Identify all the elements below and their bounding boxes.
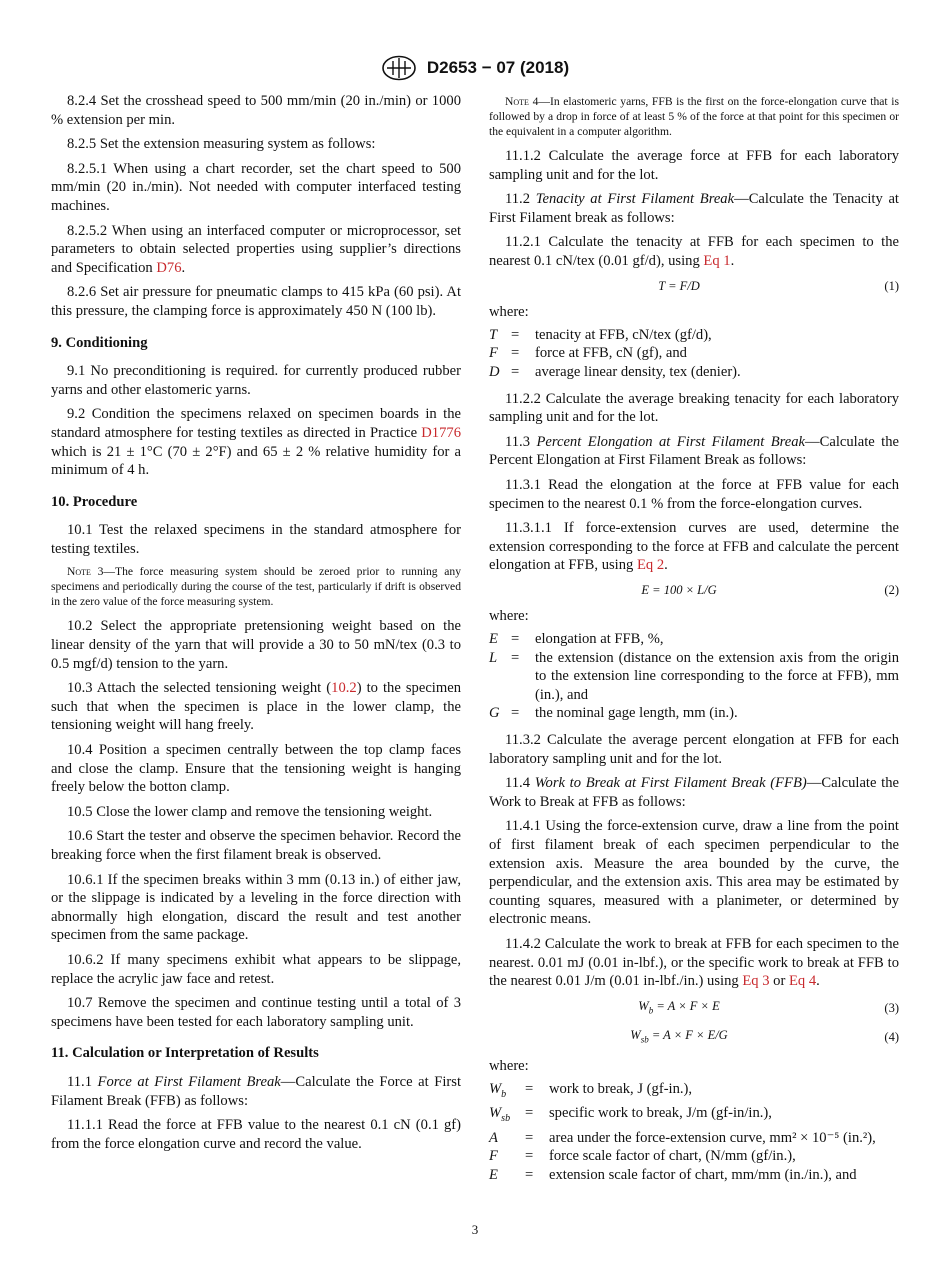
para-10-6-2: 10.6.2 If many specimens exhibit what appears to be slippage, replace the acrylic jaw face and retest.	[51, 951, 461, 987]
definition-row: $W_{sb}$ = specific work to break, J/m (gf-in/in.),	[489, 1105, 772, 1124]
para-11-3-2: 11.3.2 Calculate the average percent elongation at FFB for each laboratory sampling unit and for the lot.	[489, 732, 899, 767]
definition-row: F = force at FFB, cN (gf), and	[489, 345, 687, 362]
definition-row: G = the nominal gage length, mm (in.).	[489, 705, 738, 722]
para-8-2-5-1: 8.2.5.1 When using a chart recorder, set the chart speed to 500 mm/min (20 in./min). Not needed with computer interfaced testing machines.	[51, 160, 461, 214]
para-10-6: 10.6 Start the tester and observe the specimen behavior. Record the breaking force when the first filament break is observed.	[51, 828, 461, 863]
link-eq-2[interactable]: Eq 2	[636, 557, 665, 574]
page-number: 3	[471, 1222, 479, 1237]
para-11-1: 11.1 Force at First Filament Break—Calculate the Force at First Filament Break (FFB) as follows:	[51, 1073, 461, 1109]
equation-2: E = 100 × L/G (2)	[641, 582, 899, 597]
definitions-2	[489, 630, 899, 723]
para-10-5: 10.5 Close the lower clamp and remove the tensioning weight.	[67, 803, 433, 820]
para-10-4: 10.4 Position a specimen centrally between the top clamp faces and close the clamp. Ensure that the tensioning weight is hanging freely below the botton clamp.	[51, 742, 461, 796]
para-11-4-2: 11.4.2 Calculate the work to break at FFB for each specimen to the nearest. 0.01 mJ (0.01 in-lbf.), or the specific work to break at FFB to the nearest 0.01 J/m (0.01 in-lbf./in.) using Eq 3 or Eq 4.	[489, 935, 899, 990]
equation-3: $W_b = A \times F \times E$ (3)	[638, 998, 899, 1016]
para-8-2-5-2: 8.2.5.2 When using an interfaced computer or microprocessor, set parameters to obtain selected properties using supplier’s directions and Specification D76.	[51, 222, 461, 276]
note-4: Note 4—In elastomeric yarns, FFB is the first on the force-elongation curve that is followed by a drop in force of at least 5 % of the force at that point for this specimen or the equivalent in a computer algorithm.	[489, 95, 899, 138]
link-d76[interactable]: D76	[156, 259, 182, 276]
heading-calculation: 11. Calculation or Interpretation of Results	[51, 1045, 319, 1062]
para-9-2: 9.2 Condition the specimens relaxed on specimen boards in the standard atmosphere for testing textiles as directed in Practice D1776 which is 21 ± 1°C (70 ± 2°F) and 65 ± 2 % relative humidity for a minimum of 4 h.	[51, 406, 461, 479]
para-11-2: 11.2 Tenacity at First Filament Break—Calculate the Tenacity at First Filament break as follows:	[489, 191, 899, 226]
para-11-2-1: 11.2.1 Calculate the tenacity at FFB for each specimen to the nearest 0.1 cN/tex (0.01 gf/d), using Eq 1.	[489, 234, 899, 269]
para-11-3-1: 11.3.1 Read the elongation at the force at FFB value for each specimen to the nearest 0.1 % from the force-elongation curves.	[489, 476, 899, 512]
definition-row: E = extension scale factor of chart, mm/mm (in./in.), and	[489, 1166, 857, 1183]
para-8-2-5: 8.2.5 Set the extension measuring system as follows:	[67, 136, 376, 153]
left-column	[51, 92, 461, 1159]
definition-row: A = area under the force-extension curve, mm² × 10⁻⁵ (in.²),	[489, 1129, 876, 1146]
definition-row: T = tenacity at FFB, cN/tex (gf/d),	[489, 326, 712, 343]
heading-procedure: 10. Procedure	[51, 493, 138, 510]
para-11-1-1: 11.1.1 Read the force at FFB value to the nearest 0.1 cN (0.1 gf) from the force elongation curve and record the value.	[51, 1117, 461, 1152]
link-10-2[interactable]: 10.2	[331, 680, 357, 697]
para-11-2-2: 11.2.2 Calculate the average breaking tenacity for each laboratory sampling unit and for the lot.	[489, 390, 899, 426]
heading-conditioning: 9. Conditioning	[51, 334, 148, 351]
para-10-7: 10.7 Remove the specimen and continue testing until a total of 3 specimens have been tested for each laboratory sampling unit.	[51, 995, 461, 1030]
where-label: where:	[489, 608, 529, 625]
para-10-3: 10.3 Attach the selected tensioning weight (10.2) to the specimen such that when the specimen is place in the lower clamp, the tensioning weight will hang freely.	[51, 680, 461, 734]
para-10-6-1: 10.6.1 If the specimen breaks within 3 mm (0.13 in.) of either jaw, or the slippage is indicated by a leveling in the force direction with abnormally high elongation, discard the result and test another specimen from the same package.	[51, 871, 461, 944]
equation-1: T = F/D (1)	[658, 278, 899, 293]
para-11-4: 11.4 Work to Break at First Filament Break (FFB)—Calculate the Work to Break at FFB as follows:	[489, 775, 899, 810]
equation-4: $W_{sb} = A \times F \times E/G$ (4)	[630, 1027, 899, 1045]
right-column	[489, 92, 899, 1184]
para-10-1: 10.1 Test the relaxed specimens in the standard atmosphere for testing textiles.	[51, 522, 461, 557]
para-10-2: 10.2 Select the appropriate pretensioning weight based on the linear density of the yarn that will provide a 30 to 50 mN/tex (0.3 to 0.5 mgf/d) tension to the yarn.	[51, 618, 461, 672]
definition-row: $W_b$ = work to break, J (gf-in.),	[489, 1080, 693, 1100]
note-3: Note 3—The force measuring system should be zeroed prior to running any specimens and periodically during the course of the test, particularly if drift is observed in the zero value of the force measuring system.	[51, 565, 461, 609]
document-code: D2653 − 07 (2018)	[426, 58, 570, 77]
link-eq-1[interactable]: Eq 1	[703, 252, 731, 269]
definition-row: F = force scale factor of chart, (N/mm (gf/in.),	[489, 1148, 796, 1165]
definition-row: E = elongation at FFB, %,	[489, 631, 664, 648]
where-label: where:	[489, 1057, 529, 1074]
definitions-1	[489, 326, 899, 382]
definitions-3	[489, 1080, 899, 1185]
para-11-4-1: 11.4.1 Using the force-extension curve, draw a line from the point of first filament break of each specimen perpendicular to the extension axis. Measure the area bounded by the curve, the perpendicular, and the extension axis. This area may be estimated by counting squares, measured with a planimeter, or determined by electronic means.	[489, 818, 899, 928]
para-11-1-2: 11.1.2 Calculate the average force at FFB for each laboratory sampling unit and for the lot.	[489, 148, 899, 183]
para-11-3: 11.3 Percent Elongation at First Filament Break—Calculate the Percent Elongation at First Filament Break as follows:	[489, 433, 899, 469]
astm-logo-icon	[381, 55, 417, 81]
link-eq-3[interactable]: Eq 3	[742, 973, 770, 990]
link-eq-4[interactable]: Eq 4	[788, 973, 817, 990]
para-8-2-6: 8.2.6 Set air pressure for pneumatic clamps to 415 kPa (60 psi). At this pressure, the clamping force is approximately 450 N (100 lb).	[51, 284, 461, 319]
para-11-3-1-1: 11.3.1.1 If force-extension curves are used, determine the extension corresponding to the force at FFB and calculate the percent elongation at FFB, using Eq 2.	[489, 520, 899, 574]
definition-row: L = the extension (distance on the extension axis from the origin to the extension line corresponding to the force at FFB), mm (in.), and	[489, 649, 899, 703]
para-8-2-4: 8.2.4 Set the crosshead speed to 500 mm/min (20 in./min) or 1000 % extension per min.	[51, 93, 461, 128]
para-9-1: 9.1 No preconditioning is required. for currently produced rubber yarns and other elastomeric yarns.	[51, 363, 461, 398]
where-label: where:	[489, 304, 529, 321]
definition-row: D = average linear density, tex (denier).	[489, 363, 741, 380]
link-d1776[interactable]: D1776	[421, 424, 461, 441]
page-header	[0, 55, 950, 81]
